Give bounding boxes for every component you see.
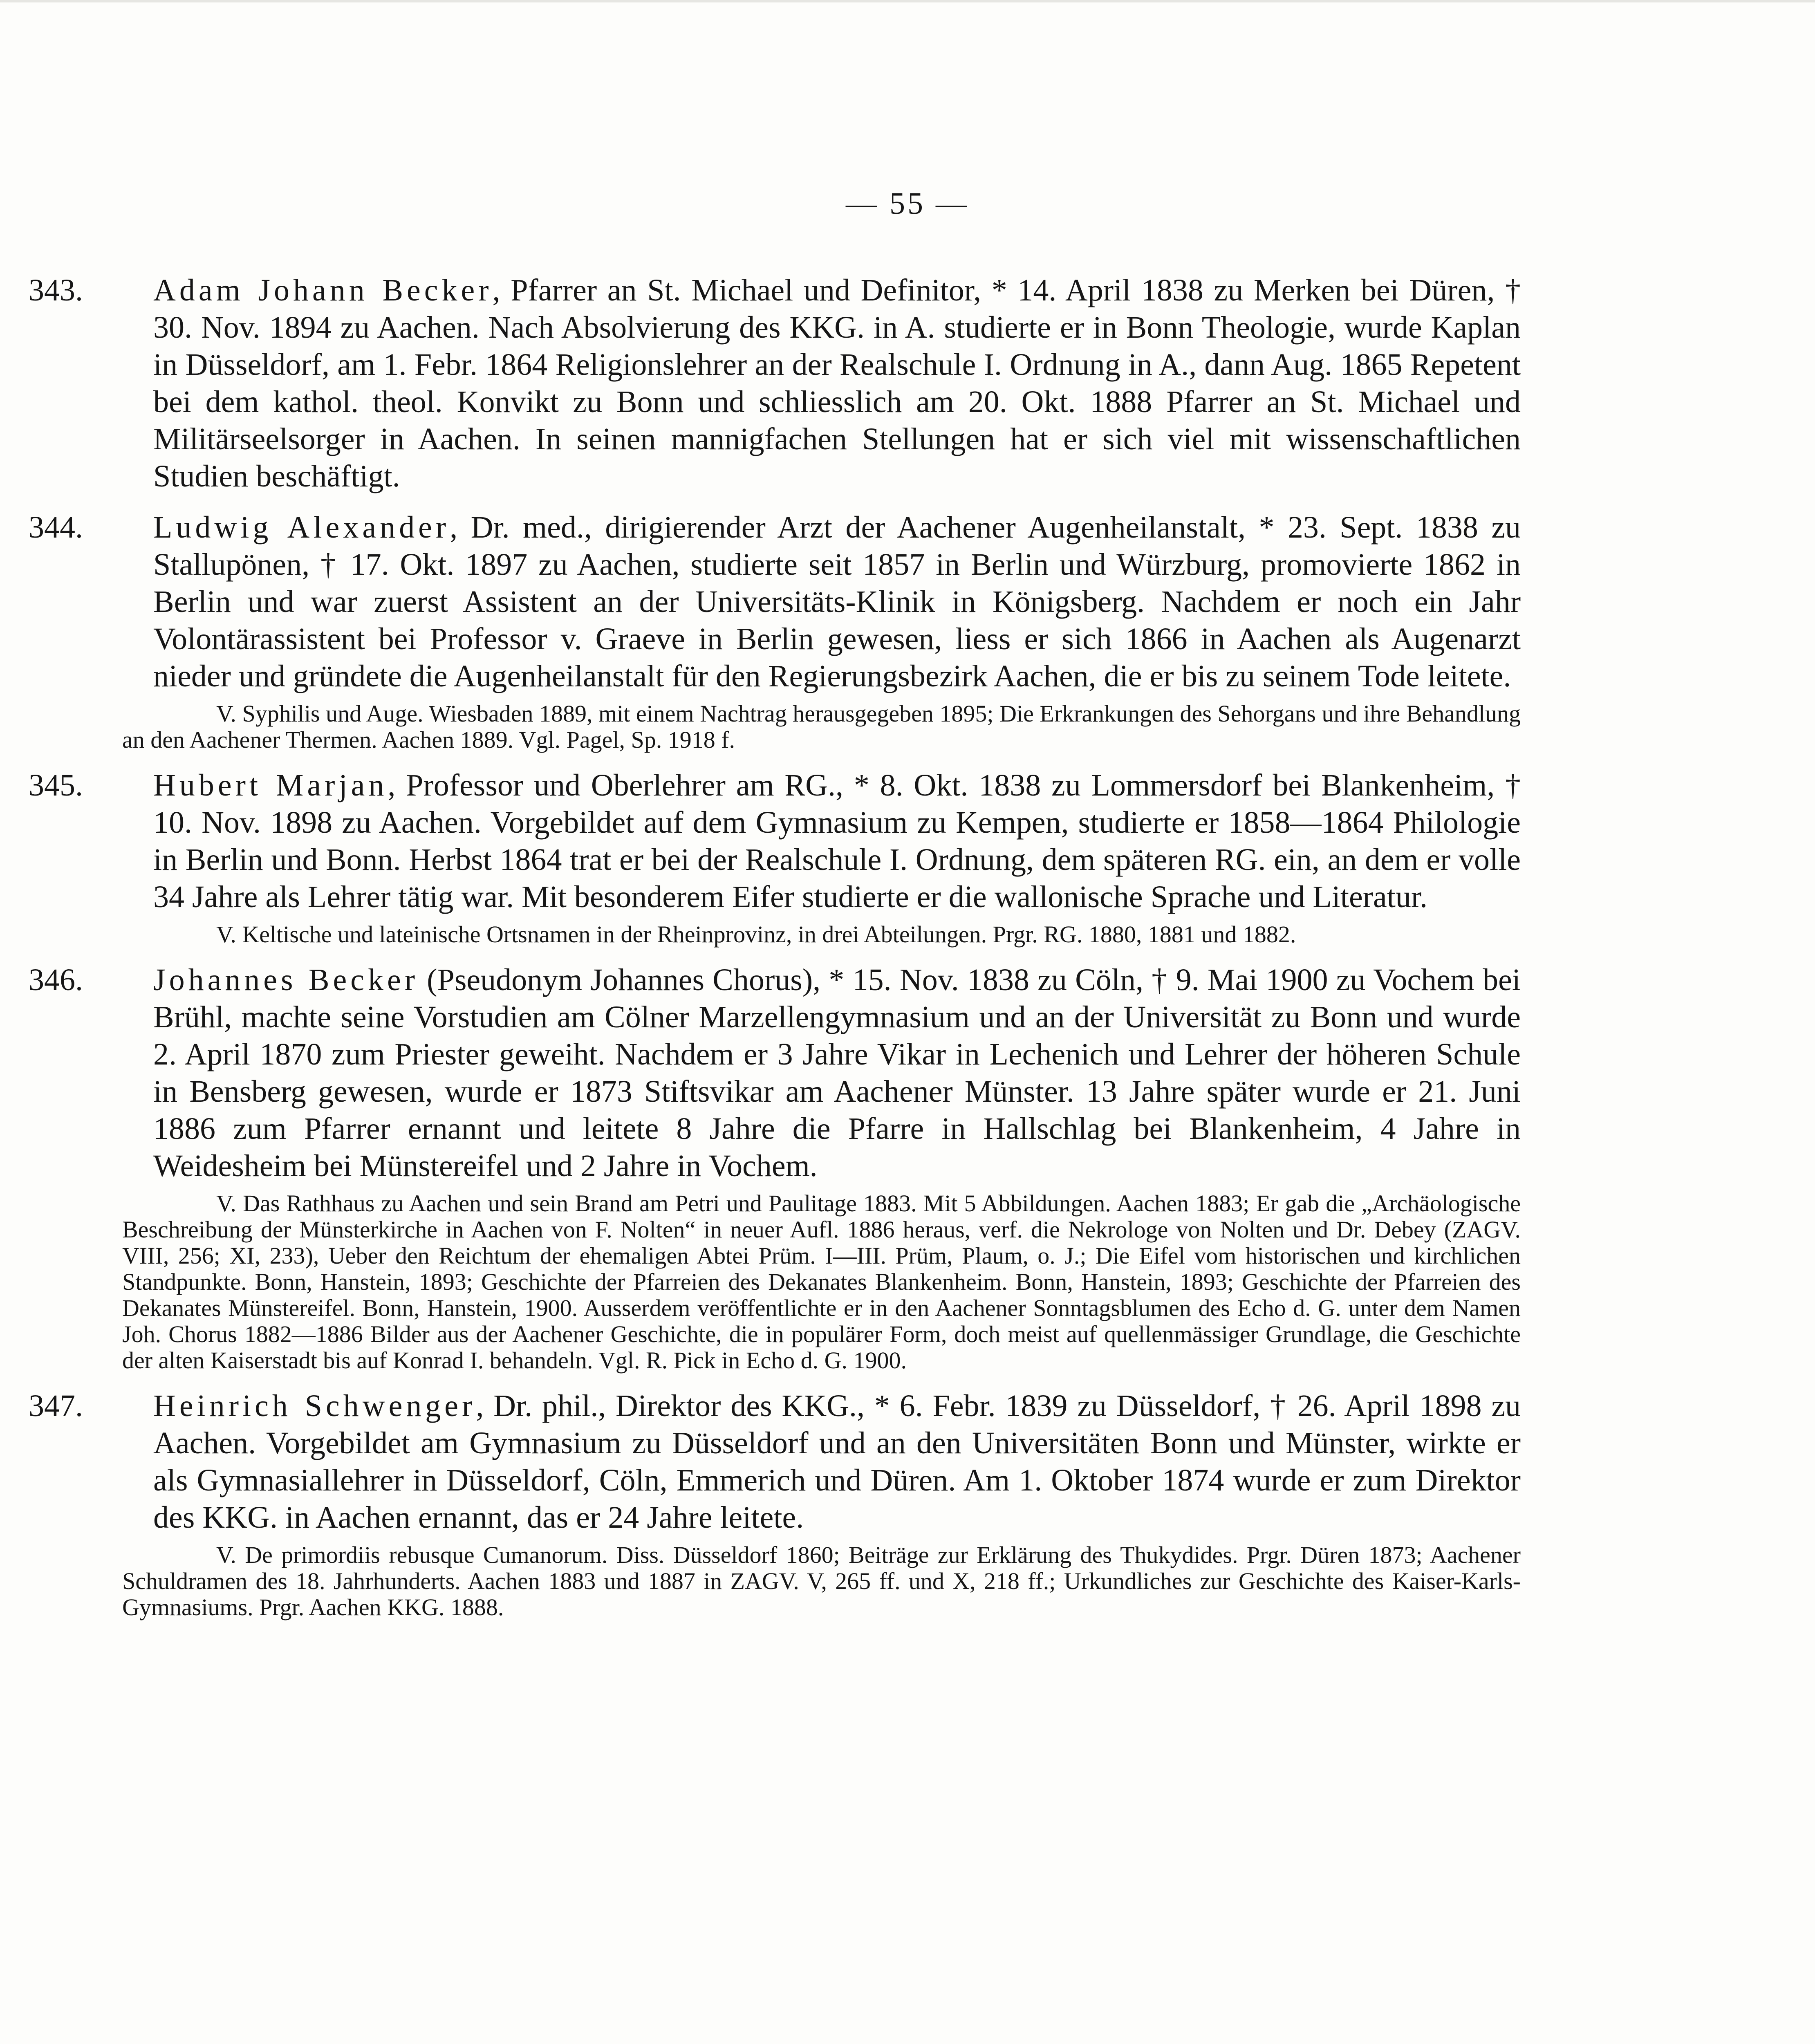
entry-344 [29, 509, 1521, 753]
works-note: V. Syphilis und Auge. Wiesbaden 1889, mit einem Nachtrag herausgegeben 1895; Die Erkrankungen des Sehorgans und ihre Behandlung an den Aachener Thermen. Aachen 1889. Vgl. Pagel, Sp. 1918 f. [122, 700, 1521, 753]
works-note: V. De primordiis rebusque Cumanorum. Diss. Düsseldorf 1860; Beiträge zur Erklärung des Thukydides. Prgr. Düren 1873; Aachener Schuldramen des 18. Jahrhunderts. Aachen 1883 und 1887 in ZAGV. V, 265 ff. und X, 218 ff.; Urkundliches zur Geschichte des Kaiser-Karls-Gymnasiums. Prgr. Aachen KKG. 1888. [122, 1542, 1521, 1620]
person-name: Ludwig Alexander [153, 510, 450, 545]
entry-number: 346. [29, 963, 83, 997]
entry-345 [29, 767, 1521, 948]
works-note: V. Das Rathhaus zu Aachen und sein Brand am Petri und Paulitage 1883. Mit 5 Abbildungen. Aachen 1883; Er gab die „Archäologische Beschreibung der Münsterkirche in Aachen von F. Nolten“ in neuer Aufl. 1886 heraus, verf. die Nekrologe von Nolten und Dr. Debey (ZAGV. VIII, 256; XI, 233), Ueber den Reichtum der ehemaligen Abtei Prüm. I—III. Prüm, Plaum, o. J.; Die Eifel vom historischen und kirchlichen Standpunkte. Bonn, Hanstein, 1893; Geschichte der Pfarreien des Dekanates Blankenheim. Bonn, Hanstein, 1893; Geschichte der Pfarreien des Dekanates Münstereifel. Bonn, Hanstein, 1900. Ausserdem veröffentlichte er in den Aachener Sonntagsblumen des Echo d. G. unter dem Namen Joh. Chorus 1882—1886 Bilder aus der Aachener Geschichte, die in populärer Form, doch meist auf quellenmässiger Grundlage, die Geschichte der alten Kaiserstadt bis auf Konrad I. behandeln. Vgl. R. Pick in Echo d. G. 1900. [122, 1190, 1521, 1374]
entry-text: , Professor und Oberlehrer am RG., * 8. Okt. 1838 zu Lommersdorf bei Blankenheim, † 10. Nov. 1898 zu Aachen. Vorgebildet auf dem Gymnasium zu Kempen, studierte er 1858—1864 Philologie in Berlin und Bonn. Herbst 1864 trat er bei der Realschule I. Ordnung, dem späteren RG. ein, an dem er volle 34 Jahre als Lehrer tätig war. Mit besonderem Eifer studierte er die wallonische Sprache und Literatur. [153, 768, 1521, 914]
entry-body [153, 961, 1521, 1185]
entry-number: 347. [29, 1389, 83, 1423]
entry-text: , Dr. phil., Direktor des KKG., * 6. Febr. 1839 zu Düsseldorf, † 26. April 1898 zu Aachen. Vorgebildet am Gymnasium zu Düsseldorf und an den Universitäten Bonn und Münster, wirkte er als Gymnasiallehrer in Düsseldorf, Cöln, Emmerich und Düren. Am 1. Oktober 1874 wurde er zum Direktor des KKG. in Aachen ernannt, das er 24 Jahre leitete. [153, 1389, 1521, 1535]
entry-text: , Pfarrer an St. Michael und Definitor, * 14. April 1838 zu Merken bei Düren, † 30. Nov. 1894 zu Aachen. Nach Absolvierung des KKG. in A. studierte er in Bonn Theologie, wurde Kaplan in Düsseldorf, am 1. Febr. 1864 Religionslehrer an der Realschule I. Ordnung in A., dann Aug. 1865 Repetent bei dem kathol. theol. Konvikt zu Bonn und schliesslich am 20. Okt. 1888 Pfarrer an St. Michael und Militärseelsorger in Aachen. In seinen mannigfachen Stellungen hat er sich viel mit wissenschaftlichen Studien beschäftigt. [153, 273, 1521, 493]
entry-body [153, 509, 1521, 695]
entry-number: 344. [29, 510, 83, 545]
entry-343 [29, 272, 1521, 495]
entry-body [153, 767, 1521, 916]
entry-number: 345. [29, 768, 83, 802]
entry-number: 343. [29, 273, 83, 307]
entry-347 [29, 1387, 1521, 1620]
entry-346 [29, 961, 1521, 1374]
entry-text: , Dr. med., dirigierender Arzt der Aachener Augenheilanstalt, * 23. Sept. 1838 zu Stallupönen, † 17. Okt. 1897 zu Aachen, studierte seit 1857 in Berlin und Würzburg, promovierte 1862 in Berlin und war zuerst Assistent an der Universitäts-Klinik in Königsberg. Nachdem er noch ein Jahr Volontärassistent bei Professor v. Graeve in Berlin gewesen, liess er sich 1866 in Aachen als Augenarzt nieder und gründete die Augenheilanstalt für den Regierungsbezirk Aachen, die er bis zu seinem Tode leitete. [153, 510, 1521, 693]
entry-text: (Pseudonym Johannes Chorus), * 15. Nov. 1838 zu Cöln, † 9. Mai 1900 zu Vochem bei Brühl, machte seine Vorstudien am Cölner Marzellengymnasium und an der Universität zu Bonn und wurde 2. April 1870 zum Priester geweiht. Nachdem er 3 Jahre Vikar in Lechenich und Lehrer der höheren Schule in Bensberg gewesen, wurde er 1873 Stiftsvikar am Aachener Münster. 13 Jahre später wurde er 21. Juni 1886 zum Pfarrer ernannt und leitete 8 Jahre die Pfarre in Hallschlag bei Blankenheim, 4 Jahre in Weidesheim bei Münstereifel und 2 Jahre in Vochem. [153, 963, 1521, 1183]
entry-list [29, 272, 1521, 1634]
person-name: Adam Johann Becker [153, 273, 493, 307]
works-note: V. Keltische und lateinische Ortsnamen in der Rheinprovinz, in drei Abteilungen. Prgr. RG. 1880, 1881 und 1882. [216, 921, 1296, 948]
page-number: — 55 — [846, 186, 969, 221]
entry-body [153, 272, 1521, 495]
entry-body [153, 1387, 1521, 1536]
person-name: Heinrich Schwenger [153, 1389, 476, 1423]
person-name: Hubert Marjan [153, 768, 388, 802]
scan-edge [0, 0, 1815, 2]
person-name: Johannes Becker [153, 963, 419, 997]
